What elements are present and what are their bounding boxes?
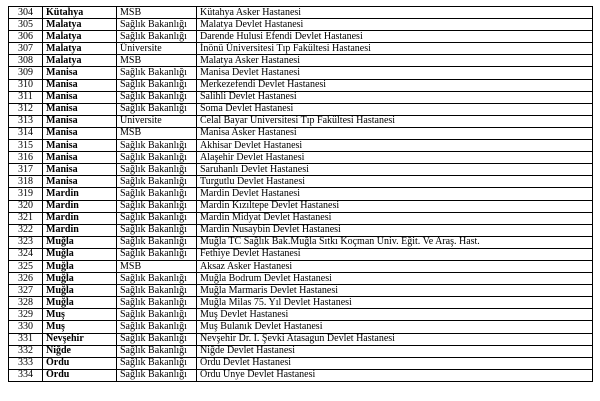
row-number: 316 [9,152,43,164]
row-number: 307 [9,43,43,55]
table-row [9,164,593,176]
city-name: Muş [43,309,117,321]
hospital-name: Turgutlu Devlet Hastanesi [197,176,593,188]
city-name: Muğla [43,273,117,285]
hospital-name: Manisa Asker Hastanesi [197,127,593,139]
row-number: 332 [9,345,43,357]
city-name: Muğla [43,297,117,309]
institution-type: Sağlık Bakanlığı [117,369,197,381]
city-name: Muğla [43,260,117,272]
row-number: 312 [9,103,43,115]
hospital-name: Celal Bayar Üniversitesi Tıp Fakültesi Hastanesi [197,115,593,127]
table-row [9,369,593,381]
row-number: 333 [9,357,43,369]
table-row [9,321,593,333]
table-row [9,79,593,91]
table-row [9,103,593,115]
institution-type: Sağlık Bakanlığı [117,273,197,285]
hospital-name: Mardin Midyat Devlet Hastanesi [197,212,593,224]
institution-type: Sağlık Bakanlığı [117,152,197,164]
hospital-table [8,6,593,382]
table-row [9,333,593,345]
table-row [9,224,593,236]
hospital-name: Soma Devlet Hastanesi [197,103,593,115]
row-number: 331 [9,333,43,345]
institution-type: Sağlık Bakanlığı [117,309,197,321]
table-row [9,127,593,139]
hospital-name: Muğla TC Sağlık Bak.Muğla Sıtkı Koçman Üniv. Eğit. Ve Araş. Hast. [197,236,593,248]
hospital-name: Salihli Devlet Hastanesi [197,91,593,103]
row-number: 329 [9,309,43,321]
hospital-name: Fethiye Devlet Hastanesi [197,248,593,260]
row-number: 328 [9,297,43,309]
city-name: Kütahya [43,7,117,19]
table-row [9,285,593,297]
table-row [9,43,593,55]
row-number: 327 [9,285,43,297]
table-row [9,273,593,285]
city-name: Manisa [43,152,117,164]
city-name: Ordu [43,357,117,369]
city-name: Manisa [43,115,117,127]
city-name: Niğde [43,345,117,357]
hospital-name: Malatya Devlet Hastanesi [197,19,593,31]
hospital-name: Muğla Bodrum Devlet Hastanesi [197,273,593,285]
city-name: Manisa [43,176,117,188]
row-number: 334 [9,369,43,381]
institution-type: Sağlık Bakanlığı [117,176,197,188]
row-number: 319 [9,188,43,200]
city-name: Muğla [43,236,117,248]
table-row [9,19,593,31]
city-name: Mardin [43,200,117,212]
institution-type: Sağlık Bakanlığı [117,164,197,176]
table-row [9,212,593,224]
row-number: 318 [9,176,43,188]
hospital-name: Niğde Devlet Hastanesi [197,345,593,357]
institution-type: Sağlık Bakanlığı [117,297,197,309]
city-name: Malatya [43,55,117,67]
row-number: 314 [9,127,43,139]
table-row [9,31,593,43]
table-row [9,248,593,260]
institution-type: Sağlık Bakanlığı [117,212,197,224]
institution-type: Sağlık Bakanlığı [117,357,197,369]
institution-type: Üniversite [117,43,197,55]
row-number: 317 [9,164,43,176]
row-number: 315 [9,140,43,152]
institution-type: MSB [117,260,197,272]
hospital-name: Nevşehir Dr. İ. Şevki Atasagun Devlet Hastanesi [197,333,593,345]
hospital-name: Muğla Marmaris Devlet Hastanesi [197,285,593,297]
row-number: 304 [9,7,43,19]
hospital-name: Muş Devlet Hastanesi [197,309,593,321]
hospital-name: Kütahya Asker Hastanesi [197,7,593,19]
institution-type: Sağlık Bakanlığı [117,345,197,357]
city-name: Manisa [43,79,117,91]
table-row [9,176,593,188]
table-row [9,297,593,309]
hospital-table-body [9,7,593,382]
hospital-name: Mardin Kızıltepe Devlet Hastanesi [197,200,593,212]
hospital-name: Malatya Asker Hastanesi [197,55,593,67]
hospital-name: Darende Hulusi Efendi Devlet Hastanesi [197,31,593,43]
hospital-name: Ordu Devlet Hastanesi [197,357,593,369]
table-row [9,152,593,164]
hospital-name: Alaşehir Devlet Hastanesi [197,152,593,164]
row-number: 309 [9,67,43,79]
table-row [9,236,593,248]
institution-type: Sağlık Bakanlığı [117,79,197,91]
institution-type: MSB [117,127,197,139]
city-name: Mardin [43,224,117,236]
table-row [9,55,593,67]
city-name: Manisa [43,91,117,103]
hospital-name: Akhisar Devlet Hastanesi [197,140,593,152]
city-name: Muğla [43,285,117,297]
institution-type: Sağlık Bakanlığı [117,285,197,297]
institution-type: Sağlık Bakanlığı [117,31,197,43]
institution-type: Sağlık Bakanlığı [117,188,197,200]
institution-type: MSB [117,55,197,67]
city-name: Nevşehir [43,333,117,345]
row-number: 324 [9,248,43,260]
institution-type: Sağlık Bakanlığı [117,91,197,103]
city-name: Manisa [43,140,117,152]
city-name: Malatya [43,43,117,55]
table-row [9,309,593,321]
institution-type: Sağlık Bakanlığı [117,248,197,260]
city-name: Manisa [43,164,117,176]
row-number: 310 [9,79,43,91]
row-number: 321 [9,212,43,224]
hospital-name: Merkezefendi Devlet Hastanesi [197,79,593,91]
city-name: Manisa [43,127,117,139]
institution-type: Sağlık Bakanlığı [117,333,197,345]
city-name: Muğla [43,248,117,260]
institution-type: Üniversite [117,115,197,127]
hospital-name: Mardin Nusaybin Devlet Hastanesi [197,224,593,236]
row-number: 323 [9,236,43,248]
city-name: Manisa [43,67,117,79]
table-row [9,67,593,79]
hospital-name: Muş Bulanık Devlet Hastanesi [197,321,593,333]
row-number: 308 [9,55,43,67]
institution-type: Sağlık Bakanlığı [117,140,197,152]
row-number: 326 [9,273,43,285]
city-name: Muş [43,321,117,333]
row-number: 325 [9,260,43,272]
table-row [9,260,593,272]
table-row [9,200,593,212]
hospital-name: Muğla Milas 75. Yıl Devlet Hastanesi [197,297,593,309]
table-row [9,345,593,357]
row-number: 320 [9,200,43,212]
hospital-name: İnönü Üniversitesi Tıp Fakültesi Hastanesi [197,43,593,55]
city-name: Malatya [43,19,117,31]
hospital-name: Aksaz Asker Hastanesi [197,260,593,272]
city-name: Mardin [43,212,117,224]
city-name: Ordu [43,369,117,381]
row-number: 322 [9,224,43,236]
hospital-name: Mardin Devlet Hastanesi [197,188,593,200]
table-row [9,115,593,127]
table-row [9,7,593,19]
row-number: 305 [9,19,43,31]
hospital-name: Ordu Ünye Devlet Hastanesi [197,369,593,381]
row-number: 313 [9,115,43,127]
institution-type: MSB [117,7,197,19]
institution-type: Sağlık Bakanlığı [117,224,197,236]
hospital-name: Saruhanlı Devlet Hastanesi [197,164,593,176]
institution-type: Sağlık Bakanlığı [117,236,197,248]
institution-type: Sağlık Bakanlığı [117,67,197,79]
row-number: 306 [9,31,43,43]
city-name: Malatya [43,31,117,43]
table-row [9,357,593,369]
city-name: Mardin [43,188,117,200]
row-number: 311 [9,91,43,103]
hospital-name: Manisa Devlet Hastanesi [197,67,593,79]
institution-type: Sağlık Bakanlığı [117,103,197,115]
institution-type: Sağlık Bakanlığı [117,321,197,333]
institution-type: Sağlık Bakanlığı [117,19,197,31]
table-row [9,140,593,152]
institution-type: Sağlık Bakanlığı [117,200,197,212]
table-row [9,188,593,200]
table-row [9,91,593,103]
row-number: 330 [9,321,43,333]
city-name: Manisa [43,103,117,115]
